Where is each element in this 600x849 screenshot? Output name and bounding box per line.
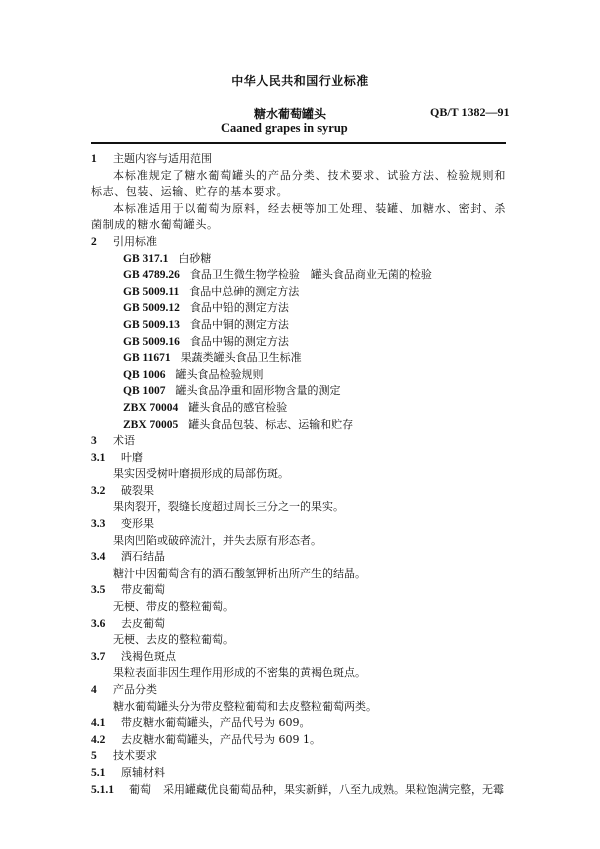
term-heading [91,450,506,467]
term-definition: 果实因受树叶磨损形成的局部伤斑。 [113,467,289,481]
reference-item [91,300,506,317]
term-number: 3.6 [91,617,106,630]
reference-code: GB 5009.11 [123,285,180,298]
clause [91,782,506,799]
term-heading [91,549,506,566]
term-definition: 果粒表面非因生理作用形成的不密集的黄褐色斑点。 [113,666,366,680]
reference-item [91,334,506,351]
term-definition: 无梗、带皮的整粒葡萄。 [113,600,234,614]
reference-title: 食品中总砷的测定方法 [189,284,300,298]
reference-title: 食品中铜的测定方法 [189,317,289,331]
section-heading-3 [91,433,506,450]
term-heading [91,616,506,633]
section-heading-5 [91,748,506,765]
reference-code: GB 4789.26 [123,269,180,282]
standard-title-en: Caaned grapes in syrup [221,121,348,135]
term-number: 3.5 [91,584,106,597]
section-number: 2 [91,235,97,248]
issuing-organization: 中华人民共和国行业标准 [231,74,369,88]
reference-item [91,417,506,434]
clause-text: 采用罐藏优良葡萄品种，果实新鲜，八至九成熟。果粒饱满完整，无霉 [163,782,504,796]
term-heading [91,649,506,666]
term-number: 3.4 [91,551,106,564]
term-heading [91,582,506,599]
reference-item [91,383,506,400]
term-name: 变形果 [121,517,154,531]
classification-item [91,732,506,749]
term-heading [91,483,506,500]
reference-title: 食品卫生微生物学检验 罐头食品商业无菌的检验 [189,268,432,282]
section-heading-2 [91,234,506,251]
reference-item [91,267,506,284]
classification-item [91,715,506,732]
section-title: 术语 [113,434,135,448]
header-divider [91,142,506,144]
reference-item [91,284,506,301]
section-number: 3 [91,435,97,448]
reference-code: ZBX 70005 [123,418,179,431]
reference-title: 罐头食品检验规则 [175,367,264,381]
term-heading [91,516,506,533]
reference-item [91,317,506,334]
reference-title: 罐头食品的感官检验 [188,400,288,414]
subsection-heading [91,765,506,782]
reference-code: GB 5009.13 [123,318,180,331]
subsection-title: 原辅材料 [121,765,165,779]
term-definition: 果肉裂开，裂缝长度超过周长三分之一的果实。 [113,500,344,514]
term-definition: 糖汁中因葡萄含有的酒石酸氢钾析出所产生的结晶。 [113,566,366,580]
item-number: 4.2 [91,733,106,746]
reference-title: 食品中铅的测定方法 [189,301,289,315]
term-name: 浅褐色斑点 [121,649,176,663]
reference-item [91,400,506,417]
reference-title: 罐头食品包装、标志、运输和贮存 [188,417,354,431]
paragraph: 本标准规定了糖水葡萄罐头的产品分类、技术要求、试验方法、检验规则和标志、包装、运输、贮存的基本要求。 [91,168,506,199]
clause-term: 葡萄 [129,782,151,796]
term-definition: 果肉凹陷或破碎流汁，并失去原有形态者。 [113,533,322,547]
section-heading-4 [91,682,506,699]
reference-item [91,367,506,384]
term-name: 酒石结晶 [121,550,165,564]
term-number: 3.2 [91,484,106,497]
reference-title: 罐头食品净重和固形物含量的测定 [175,384,341,398]
term-number: 3.1 [91,451,106,464]
reference-code: GB 11671 [123,352,171,365]
item-number: 4.1 [91,717,106,730]
term-number: 3.7 [91,650,106,663]
standard-code: QB/T 1382—91 [430,105,510,119]
standard-title-cn: 糖水葡萄罐头 [254,107,327,121]
section-title: 产品分类 [113,683,157,696]
section-number: 4 [91,684,97,696]
reference-item [91,350,506,367]
term-name: 带皮葡萄 [121,583,165,597]
reference-title: 果蔬类罐头食品卫生标准 [180,351,302,365]
reference-code: QB 1007 [123,385,166,398]
document-body [91,151,506,798]
reference-item [91,251,506,268]
reference-code: QB 1006 [123,368,166,381]
item-text: 去皮糖水葡萄罐头，产品代号为 609 1。 [121,732,321,746]
term-name: 破裂果 [121,483,154,497]
paragraph: 本标准适用于以葡萄为原料，经去梗等加工处理、装罐、加糖水、密封、杀菌制成的糖水葡萄罐头。 [91,201,506,232]
reference-code: ZBX 70004 [123,401,179,414]
subsection-number: 5.1 [91,766,106,779]
reference-code: GB 5009.16 [123,335,180,348]
reference-title: 食品中锡的测定方法 [189,334,289,348]
section-title: 主题内容与适用范围 [113,152,212,165]
reference-title: 白砂糖 [178,251,212,265]
section-title: 技术要求 [113,749,157,763]
reference-code: GB 5009.12 [123,302,180,315]
item-text: 带皮糖水葡萄罐头，产品代号为 609。 [121,716,311,730]
section-title: 引用标准 [113,234,157,248]
term-name: 叶磨 [121,450,143,464]
clause-number: 5.1.1 [91,783,114,796]
reference-code: GB 317.1 [123,252,169,265]
section-number: 5 [91,750,97,763]
paragraph: 糖水葡萄罐头分为带皮整粒葡萄和去皮整粒葡萄两类。 [113,699,377,713]
term-name: 去皮葡萄 [121,616,165,630]
term-number: 3.3 [91,518,106,531]
term-definition: 无梗、去皮的整粒葡萄。 [113,633,234,647]
section-heading-1 [91,151,506,168]
section-number: 1 [91,153,97,165]
